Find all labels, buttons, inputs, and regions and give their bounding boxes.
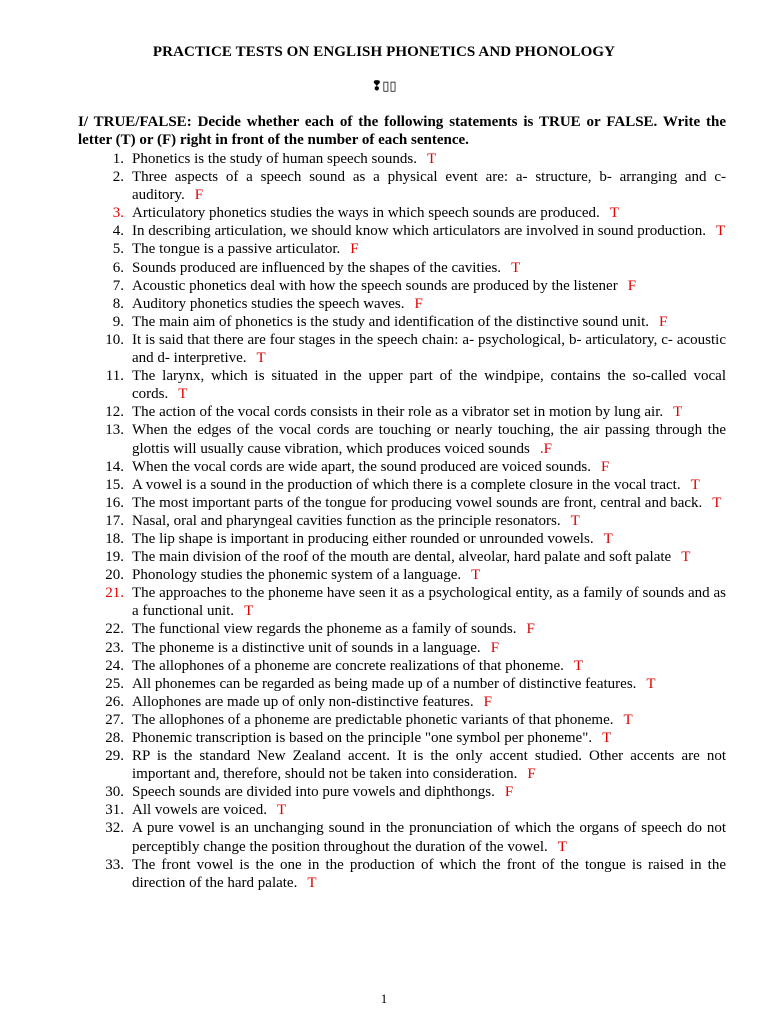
statement-text xyxy=(132,204,726,222)
statement-number: 14. xyxy=(105,458,124,475)
statement-body: When the edges of the vocal cords are touching or nearly touching, the air passing through the glottis will usually cause vibration, which produces voiced sounds xyxy=(132,422,726,457)
statement-number: 20. xyxy=(105,567,124,584)
statement-text xyxy=(132,295,726,313)
statement-item xyxy=(78,584,726,620)
statement-text xyxy=(132,331,726,367)
statement-body: Phonetics is the study of human speech sounds. xyxy=(132,151,417,167)
statement-body: Sounds produced are influenced by the shapes of the cavities. xyxy=(132,259,502,276)
page-number: 1 xyxy=(380,991,388,1006)
statement-body: All phonemes can be regarded as being made up of a number of distinctive features. xyxy=(132,675,637,692)
statement-body: Phonology studies the phonemic system of a language. xyxy=(132,567,462,584)
statement-body: Allophones are made up of only non-distinctive features. xyxy=(132,693,474,710)
statement-text xyxy=(132,819,726,855)
statement-text xyxy=(132,240,726,258)
answer-mark: T xyxy=(244,603,254,620)
statement-body: The allophones of a phoneme are predictable phonetic variants of that phoneme. xyxy=(132,711,614,728)
statement-text xyxy=(132,421,726,457)
answer-mark: F xyxy=(350,241,359,258)
statement-text xyxy=(132,222,726,240)
statement-text xyxy=(132,729,726,747)
answer-mark: F xyxy=(601,458,610,475)
statement-number: 18. xyxy=(105,530,124,547)
statement-item xyxy=(78,403,726,421)
statement-number: 31. xyxy=(105,802,124,819)
statement-text xyxy=(132,403,726,421)
statement-number: 15. xyxy=(105,476,124,493)
statement-text xyxy=(132,367,726,403)
statement-item xyxy=(78,240,726,258)
statement-number: 29. xyxy=(105,748,124,765)
statement-text xyxy=(132,856,726,892)
statement-list xyxy=(78,150,726,892)
statement-text xyxy=(132,639,726,657)
statement-item xyxy=(78,367,726,403)
answer-mark: T xyxy=(673,404,683,421)
answer-mark: T xyxy=(471,567,481,584)
answer-mark: .F xyxy=(539,440,552,457)
answer-mark: T xyxy=(573,657,584,674)
statement-item xyxy=(78,331,726,367)
statement-body: Phonemic transcription is based on the principle "one symbol per phoneme". xyxy=(132,730,593,746)
statement-body: The main aim of phonetics is the study and identification of the distinctive sound unit. xyxy=(132,313,649,330)
answer-mark: T xyxy=(716,223,726,240)
statement-number: 21. xyxy=(105,585,124,602)
answer-mark: T xyxy=(511,259,521,276)
answer-mark: T xyxy=(307,874,317,891)
statement-number: 23. xyxy=(105,639,124,656)
statement-number: 1. xyxy=(112,151,124,167)
statement-body: Three aspects of a speech sound as a physical event are: a- structure, b- arranging and c- auditory. xyxy=(132,169,726,204)
statement-body: The most important parts of the tongue for producing vowel sounds are front, central and back. xyxy=(132,494,703,511)
statement-item xyxy=(78,639,726,657)
answer-mark: F xyxy=(194,187,204,204)
answer-mark: F xyxy=(526,621,535,638)
statement-text xyxy=(132,494,726,512)
statement-text xyxy=(132,259,726,277)
statement-number: 25. xyxy=(105,675,124,692)
statement-body: The tongue is a passive articulator. xyxy=(132,241,341,258)
statement-item xyxy=(78,620,726,638)
statement-body: Acoustic phonetics deal with how the speech sounds are produced by the listener xyxy=(132,277,618,294)
statement-text xyxy=(132,620,726,638)
statement-text xyxy=(132,657,726,675)
answer-mark: T xyxy=(276,802,287,819)
statement-text xyxy=(132,277,726,295)
statement-text xyxy=(132,150,726,168)
statement-item xyxy=(78,675,726,693)
statement-text xyxy=(132,512,726,530)
answer-mark: T xyxy=(570,512,580,529)
answer-mark: T xyxy=(712,494,722,511)
statement-item xyxy=(78,150,726,168)
answer-mark: T xyxy=(681,549,691,566)
statement-number: 22. xyxy=(105,621,124,638)
statement-text xyxy=(132,313,726,331)
statement-number: 7. xyxy=(112,277,124,294)
statement-number: 28. xyxy=(105,730,124,746)
statement-text xyxy=(132,168,726,204)
statement-item xyxy=(78,856,726,892)
statement-item xyxy=(78,421,726,457)
statement-number: 12. xyxy=(105,404,124,421)
statement-item xyxy=(78,204,726,222)
statement-body: In describing articulation, we should know which articulators are involved in sound production. xyxy=(132,223,707,240)
statement-item xyxy=(78,277,726,295)
statement-item xyxy=(78,566,726,584)
statement-item xyxy=(78,313,726,331)
statement-item xyxy=(78,657,726,675)
statement-body: The functional view regards the phoneme as a family of sounds. xyxy=(132,621,517,638)
statement-text xyxy=(132,711,726,729)
ornament-glyphs: ❢▯▯ xyxy=(371,78,397,93)
answer-mark: T xyxy=(609,205,619,222)
statement-body: When the vocal cords are wide apart, the sound produced are voiced sounds. xyxy=(132,458,592,475)
statement-number: 32. xyxy=(105,820,124,837)
statement-item xyxy=(78,168,726,204)
statement-body: Auditory phonetics studies the speech waves. xyxy=(132,295,405,312)
statement-body: Articulatory phonetics studies the ways in which speech sounds are produced. xyxy=(132,205,600,222)
answer-mark: T xyxy=(623,711,633,728)
statement-text xyxy=(132,801,726,819)
statement-item xyxy=(78,295,726,313)
statement-item xyxy=(78,494,726,512)
answer-mark: T xyxy=(426,151,437,167)
statement-number: 6. xyxy=(112,259,124,276)
statement-number: 26. xyxy=(105,693,124,710)
answer-mark: T xyxy=(256,350,266,367)
answer-mark: F xyxy=(414,295,423,312)
statement-item xyxy=(78,259,726,277)
statement-item xyxy=(78,222,726,240)
statement-number: 5. xyxy=(112,241,124,258)
answer-mark: F xyxy=(527,766,536,783)
statement-text xyxy=(132,458,726,476)
statement-text xyxy=(132,783,726,801)
answer-mark: F xyxy=(504,784,514,801)
answer-mark: F xyxy=(627,277,637,294)
answer-mark: T xyxy=(646,675,656,692)
statement-text xyxy=(132,548,726,566)
statement-text xyxy=(132,747,726,783)
statement-body: The allophones of a phoneme are concrete realizations of that phoneme. xyxy=(132,657,564,674)
statement-item xyxy=(78,548,726,566)
answer-mark: F xyxy=(483,693,492,710)
statement-body: RP is the standard New Zealand accent. It is the only accent studied. Other accents are not important and, therefore, should not be taken into consideration. xyxy=(132,748,726,783)
statement-item xyxy=(78,458,726,476)
statement-body: A vowel is a sound in the production of which there is a complete closure in the vocal tract. xyxy=(132,476,681,493)
statement-body: It is said that there are four stages in the speech chain: a- psychological, b- articulatory, c- acoustic and d- interpretive. xyxy=(132,331,726,367)
statement-body: The phoneme is a distinctive unit of sounds in a language. xyxy=(132,639,481,656)
statement-number: 9. xyxy=(112,313,124,330)
statement-body: The lip shape is important in producing either rounded or unrounded vowels. xyxy=(132,530,594,547)
answer-mark: T xyxy=(603,530,613,547)
statement-number: 13. xyxy=(105,422,124,439)
answer-mark: F xyxy=(659,313,668,330)
statement-body: The front vowel is the one in the production of which the front of the tongue is raised in the direction of the hard palate. xyxy=(132,856,726,891)
statement-item xyxy=(78,476,726,494)
statement-number: 19. xyxy=(105,549,124,566)
statement-text xyxy=(132,476,726,494)
statement-item xyxy=(78,729,726,747)
statement-item xyxy=(78,783,726,801)
statement-number: 2. xyxy=(112,169,124,186)
statement-text xyxy=(132,584,726,620)
statement-item xyxy=(78,801,726,819)
statement-number: 4. xyxy=(112,223,124,240)
statement-text xyxy=(132,693,726,711)
statement-item xyxy=(78,747,726,783)
statement-text xyxy=(132,675,726,693)
statement-item xyxy=(78,819,726,855)
statement-number: 16. xyxy=(105,494,124,511)
statement-number: 30. xyxy=(105,784,124,801)
statement-item xyxy=(78,711,726,729)
statement-text xyxy=(132,566,726,584)
answer-mark: T xyxy=(178,386,188,403)
statement-number: 11. xyxy=(105,368,124,385)
statement-number: 10. xyxy=(105,331,124,348)
section-instructions: I/ TRUE/FALSE: Decide whether each of the following statements is TRUE or FALSE. Write the letter (T) or (F) right in front of the number of each sentence. xyxy=(78,114,726,148)
statement-number: 17. xyxy=(105,512,124,529)
answer-mark: T xyxy=(690,476,700,493)
statement-number: 33. xyxy=(105,856,124,873)
statement-number: 24. xyxy=(105,657,124,674)
statement-body: The approaches to the phoneme have seen it as a psychological entity, as a family of sounds and as a functional unit. xyxy=(132,585,726,620)
statement-body: The action of the vocal cords consists in their role as a vibrator set in motion by lung air. xyxy=(132,404,664,421)
answer-mark: F xyxy=(490,639,500,656)
statement-text xyxy=(132,530,726,548)
statement-body: All vowels are voiced. xyxy=(132,802,267,819)
statement-body: A pure vowel is an unchanging sound in the pronunciation of which the organs of speech do not perceptibly change the position throughout the duration of the vowel. xyxy=(132,820,726,855)
statement-body: Nasal, oral and pharyngeal cavities function as the principle resonators. xyxy=(132,512,561,529)
statement-number: 3. xyxy=(112,205,124,222)
statement-item xyxy=(78,512,726,530)
answer-mark: T xyxy=(602,730,612,746)
statement-number: 27. xyxy=(105,711,124,728)
document-title: PRACTICE TESTS ON ENGLISH PHONETICS AND PHONOLOGY xyxy=(152,44,616,60)
statement-number: 8. xyxy=(112,295,124,312)
statement-body: Speech sounds are divided into pure vowels and diphthongs. xyxy=(132,784,495,801)
statement-item xyxy=(78,693,726,711)
statement-body: The main division of the roof of the mouth are dental, alveolar, hard palate and soft palate xyxy=(132,549,672,566)
statement-body: The larynx, which is situated in the upper part of the windpipe, contains the so-called vocal cords. xyxy=(132,368,726,403)
statement-item xyxy=(78,530,726,548)
answer-mark: T xyxy=(557,838,567,855)
